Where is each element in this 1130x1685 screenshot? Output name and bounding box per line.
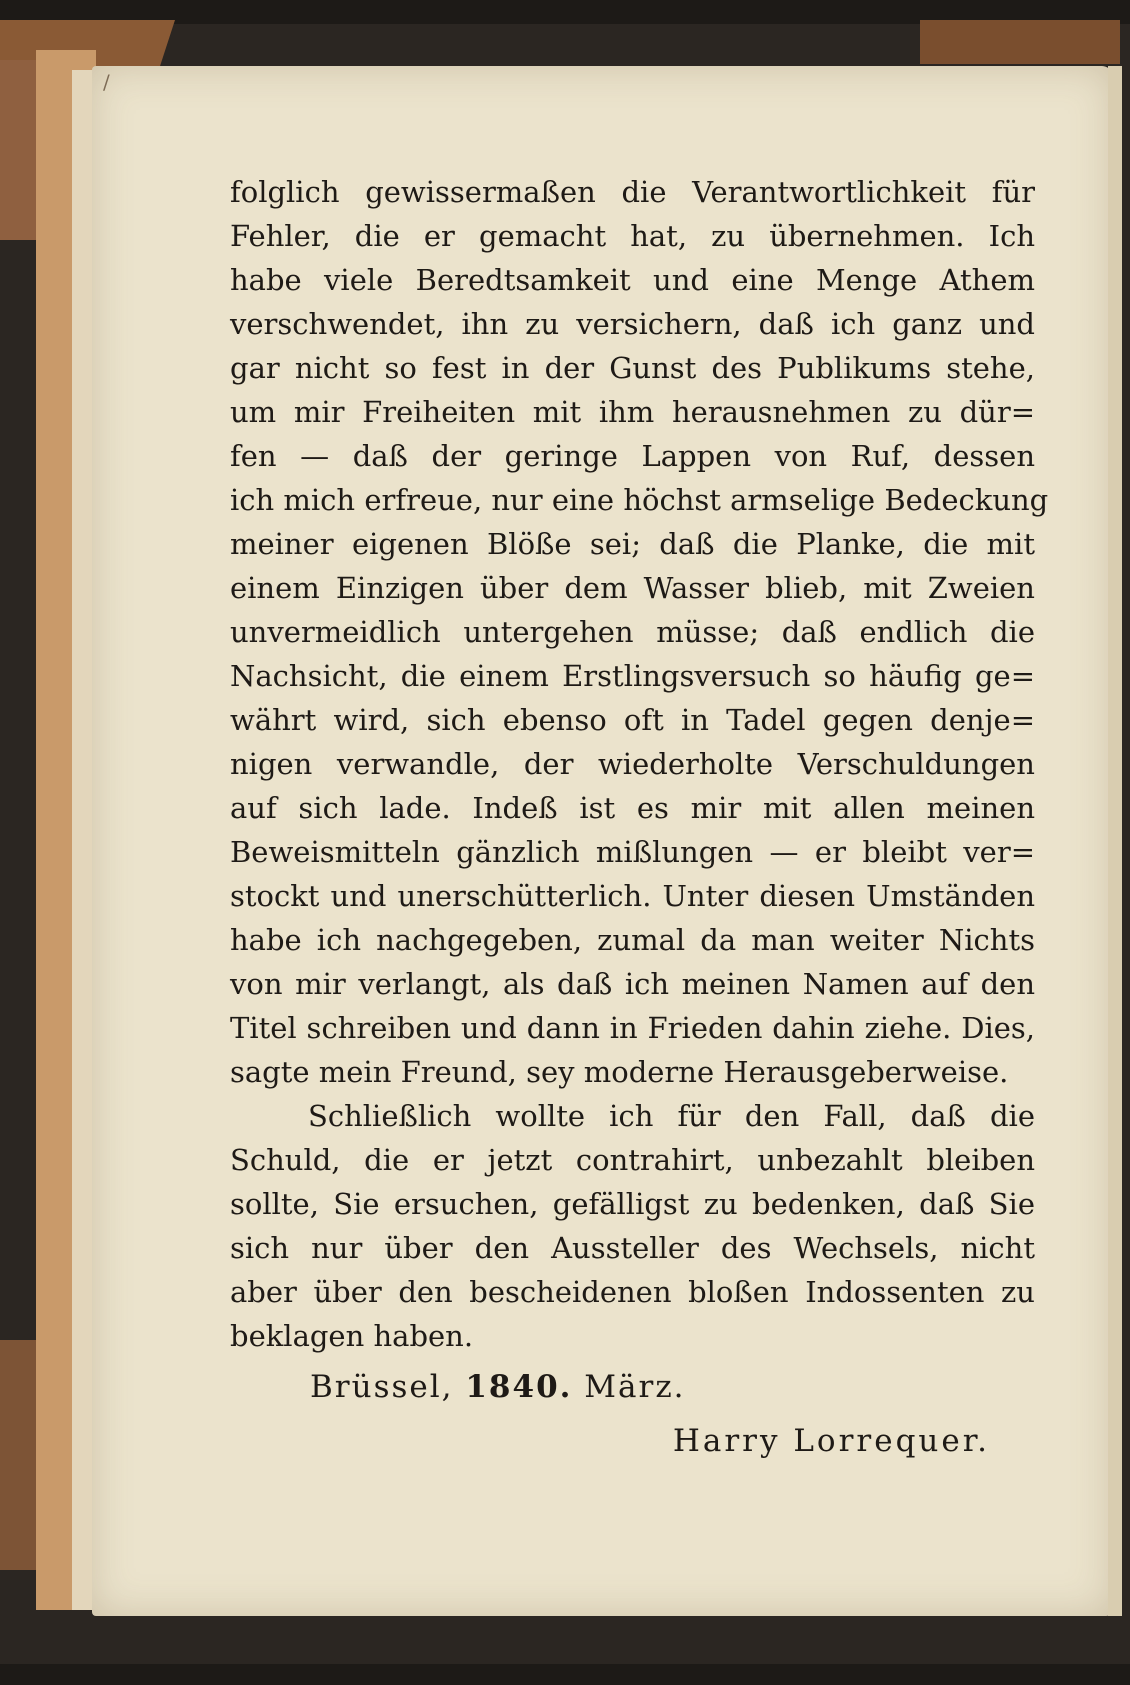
place-date-line — [230, 1358, 1035, 1416]
text-line: Nachsicht, die einem Erstlingsversuch so häufig ge= — [230, 659, 1035, 693]
text-line: beklagen haben. — [230, 1319, 474, 1353]
leather-corner-top-right — [920, 20, 1120, 64]
text-line: Schließlich wollte ich für den Fall, daß die — [308, 1099, 1035, 1133]
place: Brüssel, — [310, 1369, 454, 1405]
text-line: folglich gewissermaßen die Verantwortlichkeit für — [230, 175, 1035, 209]
text-line: von mir verlangt, als daß ich meinen Namen auf den — [230, 967, 1035, 1001]
text-line: nigen verwandle, der wiederholte Verschuldungen — [230, 747, 1035, 781]
text-line: währt wird, sich ebenso oft in Tadel gegen denje= — [230, 703, 1035, 737]
year: 1840. — [465, 1369, 573, 1405]
text-line: Schuld, die er jetzt contrahirt, unbezahlt bleiben — [230, 1143, 1035, 1177]
text-line: ich mich erfreue, nur eine höchst armselige Bedeckung — [230, 483, 1049, 517]
text-line: unvermeidlich untergehen müsse; daß endlich die — [230, 615, 1035, 649]
pencil-mark: / — [103, 70, 110, 94]
text-line: sich nur über den Aussteller des Wechsels, nicht — [230, 1231, 1035, 1265]
signature: Harry Lorrequer. — [672, 1423, 990, 1459]
text-line: einem Einzigen über dem Wasser blieb, mit Zweien — [230, 571, 1035, 605]
text-line: sollte, Sie ersuchen, gefälligst zu bedenken, daß Sie — [230, 1187, 1035, 1221]
leather-edge-left-bottom — [0, 1340, 40, 1570]
text-line: meiner eigenen Blöße sei; daß die Planke, die mit — [230, 527, 1035, 561]
paragraph-1 — [230, 170, 1049, 1094]
text-line: Fehler, die er gemacht hat, zu übernehmen. Ich — [230, 219, 1035, 253]
paragraph-2 — [230, 1094, 1035, 1358]
text-line: habe viele Beredtsamkeit und eine Menge Athem — [230, 263, 1035, 297]
month: März. — [584, 1369, 686, 1405]
text-line: Titel schreiben und dann in Frieden dahin ziehe. Dies, — [230, 1011, 1035, 1045]
text-line: habe ich nachgegeben, zumal da man weiter Nichts — [230, 923, 1035, 957]
leather-edge-left-top — [0, 60, 36, 240]
page-text — [230, 170, 1049, 1466]
text-line: stockt und unerschütterlich. Unter diesen Umständen — [230, 879, 1035, 913]
text-line: fen — daß der geringe Lappen von Ruf, dessen — [230, 439, 1035, 473]
text-line: sagte mein Freund, sey moderne Herausgeberweise. — [230, 1055, 1009, 1089]
text-line: aber über den bescheidenen bloßen Indossenten zu — [230, 1275, 1035, 1309]
text-line: gar nicht so fest in der Gunst des Publikums stehe, — [230, 351, 1035, 385]
text-line: auf sich lade. Indeß ist es mir mit allen meinen — [230, 791, 1035, 825]
text-line: Beweismitteln gänzlich mißlungen — er bleibt ver= — [230, 835, 1035, 869]
page-fore-edge — [1108, 66, 1122, 1616]
text-line: verschwendet, ihn zu versichern, daß ich ganz und — [230, 307, 1035, 341]
text-line: um mir Freiheiten mit ihm herausnehmen zu dür= — [230, 395, 1035, 429]
